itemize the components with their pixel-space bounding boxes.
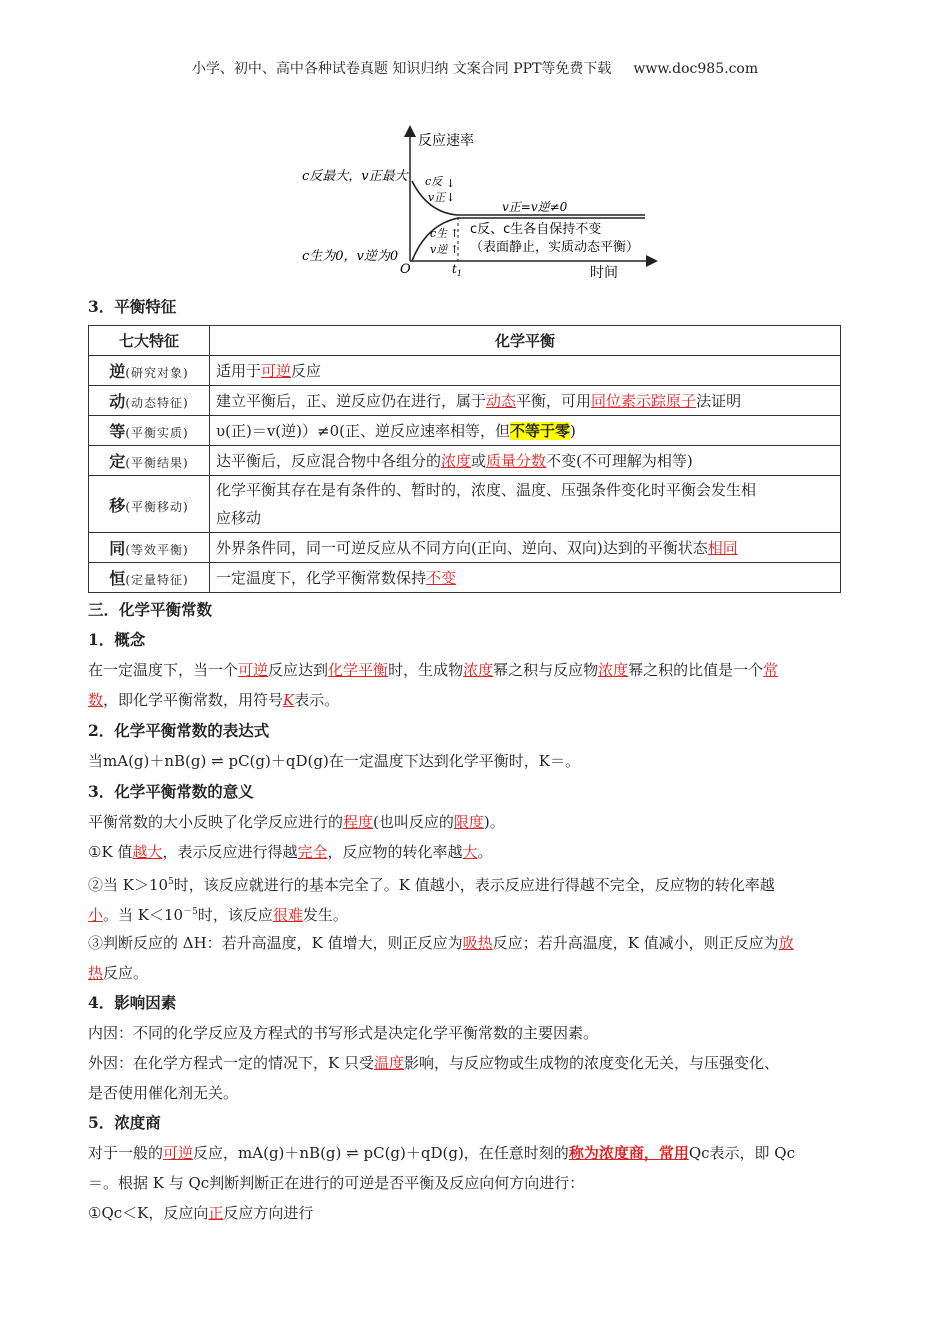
up-arrow-icon: ↑ [450, 243, 460, 256]
v-zheng-label: v正 [428, 191, 446, 204]
subsection-heading: 3．化学平衡常数的意义 [88, 782, 254, 801]
paragraph: 平衡常数的大小反映了化学反应进行的程度(也叫反应的限度)。 [88, 813, 505, 831]
rate-time-diagram [300, 125, 660, 285]
table-row: 定(平衡结果) 达平衡后，反应混合物中各组分的浓度或质量分数不变(不可理解为相等) [89, 446, 841, 476]
equal-label: v正=v逆≠0 [502, 200, 568, 214]
table-row: 逆(研究对象) 适用于可逆反应 [89, 356, 841, 386]
table-header-row [89, 326, 841, 356]
paragraph: ②当 $K>10^5$时，该反应就进行的基本完全了。K 值越小，表示反应进行得越不完全，反应物的转化率越 [88, 876, 775, 894]
paragraph: ③判断反应的 ΔH：若升高温度，K 值增大，则正反应为吸热反应；若升高温度，K 值减小，则正反应为放 [88, 934, 794, 952]
subsection-heading: 5．浓度商 [88, 1113, 161, 1132]
header-url: www.doc985.com [633, 61, 759, 77]
section-heading: 三．化学平衡常数 [88, 600, 213, 619]
paragraph: 内因：不同的化学反应及方程式的书写形式是决定化学平衡常数的主要因素。 [88, 1024, 599, 1042]
subsection-heading: 1．概念 [88, 630, 146, 649]
section-title: 3．平衡特征 [88, 297, 177, 316]
paragraph: 小。当 $K<10^{-5}$时，该反应很难发生。 [88, 906, 348, 924]
table-row: 等(平衡实质) υ(正)＝v(逆)）≠0(正、逆反应速率相等，但不等于零) [89, 416, 841, 446]
zero-label: c生为0，v逆为0 [302, 249, 399, 264]
table-row: 动(动态特征) 建立平衡后，正、逆反应仍在进行，属于动态平衡，可用同位素示踪原子法证明 [89, 386, 841, 416]
header-left-text: 小学、初中、高中各种试卷真题 知识归纳 文案合同 PPT等免费下载 [191, 61, 612, 77]
table-header-cell: 七大特征 [89, 326, 210, 356]
c-fan-label: c反 [425, 175, 443, 188]
paragraph: 是否使用催化剂无关。 [88, 1084, 239, 1102]
paragraph: ＝。根据 K 与 Qc判断判断正在进行的可逆是否平衡及反应向何方向进行： [88, 1174, 585, 1192]
down-arrow-icon: ↓ [446, 191, 456, 204]
table-row: 移(平衡移动) 化学平衡其存在是有条件的、暂时的，浓度、温度、压强条件变化时平衡会发生相 应移动 [89, 476, 841, 533]
paragraph: 当mA(g)＋nB(g) ⇌ pC(g)＋qD(g)在一定温度下达到化学平衡时，K＝。 [88, 752, 581, 770]
steady-label-1: c反、c生各自保持不变 [470, 222, 602, 237]
paragraph: 数，即化学平衡常数，用符号K表示。 [88, 691, 340, 709]
up-arrow-icon: ↑ [450, 227, 460, 240]
steady-label-2: （表面静止，实质动态平衡） [470, 240, 640, 255]
paragraph: ①K 值越大，表示反应进行得越完全，反应物的转化率越大。 [88, 843, 493, 861]
origin-label: O [400, 262, 411, 277]
paragraph: 外因：在化学方程式一定的情况下，K 只受温度影响，与反应物或生成物的浓度变化无关，与压强变化、 [88, 1054, 780, 1072]
table-row: 同(等效平衡) 外界条件同，同一可逆反应从不同方向(正向、逆向、双向)达到的平衡状态相同 [89, 533, 841, 563]
subsection-heading: 2．化学平衡常数的表达式 [88, 721, 270, 740]
max-label: c反最大，v正最大 [302, 169, 408, 184]
subsection-heading: 4．影响因素 [88, 993, 177, 1012]
paragraph: 在一定温度下，当一个可逆反应达到化学平衡时，生成物浓度幂之积与反应物浓度幂之积的比值是一个常 [88, 661, 779, 679]
t1-label: $t_1$ [452, 262, 462, 278]
y-axis-label: 反应速率 [418, 133, 474, 149]
features-table [88, 325, 841, 593]
down-arrow-icon: ↓ [446, 177, 456, 190]
page-header [0, 58, 950, 78]
paragraph: ①Qc＜K，反应向正反应方向进行 [88, 1204, 314, 1222]
x-axis-label: 时间 [590, 265, 618, 281]
paragraph: 对于一般的可逆反应，mA(g)＋nB(g) ⇌ pC(g)＋qD(g)，在任意时刻的称为浓度商，常用Qc表示，即 Qc [88, 1144, 795, 1162]
table-header-cell: 化学平衡 [210, 326, 841, 356]
table-row: 恒(定量特征) 一定温度下，化学平衡常数保持不变 [89, 563, 841, 593]
paragraph: 热反应。 [88, 964, 149, 982]
c-sheng-label: c生 [430, 227, 448, 240]
v-ni-label: v逆 [430, 243, 448, 256]
